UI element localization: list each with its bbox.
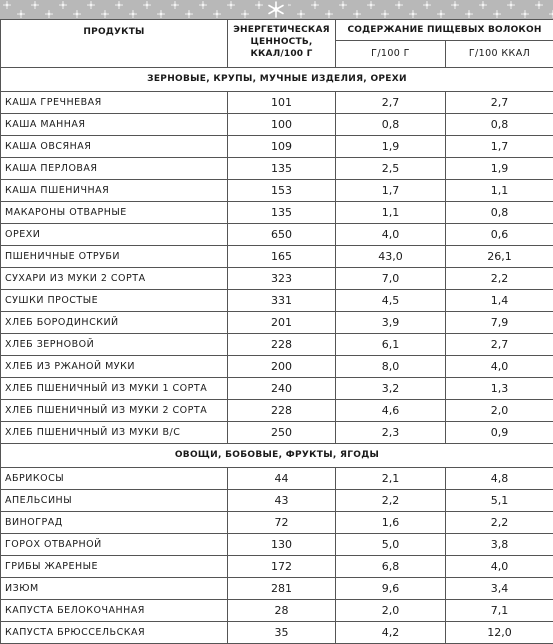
energy-value-cell: 72: [228, 512, 336, 534]
header-fiber-per-100kcal: Г/100 ККАЛ: [446, 41, 553, 68]
table-row: [1, 224, 553, 246]
fiber-per-100g-cell: 2,2: [336, 490, 446, 512]
snowflake-icon: [264, 0, 288, 19]
section-title: ОВОЩИ, БОБОВЫЕ, ФРУКТЫ, ЯГОДЫ: [1, 444, 553, 468]
fiber-per-100kcal-cell: 2,2: [446, 512, 553, 534]
product-name-cell: КАША ПШЕНИЧНАЯ: [1, 180, 228, 202]
fiber-per-100g-cell: 2,0: [336, 600, 446, 622]
energy-value-cell: 130: [228, 534, 336, 556]
product-name-cell: ХЛЕБ ПШЕНИЧНЫЙ ИЗ МУКИ В/С: [1, 422, 228, 444]
product-name-cell: СУХАРИ ИЗ МУКИ 2 СОРТА: [1, 268, 228, 290]
fiber-per-100g-cell: 8,0: [336, 356, 446, 378]
product-name-cell: КАПУСТА БРЮССЕЛЬСКАЯ: [1, 622, 228, 644]
section-header-row: [1, 444, 553, 468]
section-title: ЗЕРНОВЫЕ, КРУПЫ, МУЧНЫЕ ИЗДЕЛИЯ, ОРЕХИ: [1, 68, 553, 92]
energy-value-cell: 172: [228, 556, 336, 578]
fiber-per-100g-cell: 2,3: [336, 422, 446, 444]
table-row: [1, 422, 553, 444]
fiber-per-100kcal-cell: 2,0: [446, 400, 553, 422]
product-name-cell: ВИНОГРАД: [1, 512, 228, 534]
product-name-cell: МАКАРОНЫ ОТВАРНЫЕ: [1, 202, 228, 224]
header-energy: ЭНЕРГЕТИЧЕСКАЯ ЦЕННОСТЬ, ККАЛ/100 Г: [228, 20, 336, 68]
table-row: [1, 468, 553, 490]
table-row: [1, 622, 553, 644]
fiber-per-100g-cell: 7,0: [336, 268, 446, 290]
fiber-per-100kcal-cell: 1,9: [446, 158, 553, 180]
table-row: [1, 334, 553, 356]
table-row: [1, 578, 553, 600]
fiber-per-100kcal-cell: 1,3: [446, 378, 553, 400]
table-row: [1, 534, 553, 556]
product-name-cell: ХЛЕБ БОРОДИНСКИЙ: [1, 312, 228, 334]
fiber-per-100g-cell: 2,1: [336, 468, 446, 490]
fiber-per-100g-cell: 4,0: [336, 224, 446, 246]
energy-value-cell: 228: [228, 400, 336, 422]
energy-value-cell: 153: [228, 180, 336, 202]
energy-value-cell: 228: [228, 334, 336, 356]
energy-value-cell: 240: [228, 378, 336, 400]
fiber-per-100g-cell: 4,6: [336, 400, 446, 422]
energy-value-cell: 250: [228, 422, 336, 444]
fiber-per-100kcal-cell: 2,7: [446, 334, 553, 356]
table-row: [1, 490, 553, 512]
table-body: [1, 68, 553, 644]
energy-value-cell: 281: [228, 578, 336, 600]
fiber-per-100kcal-cell: 2,7: [446, 92, 553, 114]
table-row: [1, 312, 553, 334]
fiber-per-100g-cell: 3,9: [336, 312, 446, 334]
product-name-cell: КАША ПЕРЛОВАЯ: [1, 158, 228, 180]
table-row: [1, 556, 553, 578]
energy-value-cell: 28: [228, 600, 336, 622]
fiber-per-100kcal-cell: 0,6: [446, 224, 553, 246]
fiber-per-100kcal-cell: 4,0: [446, 356, 553, 378]
fiber-per-100g-cell: 2,5: [336, 158, 446, 180]
product-name-cell: ГОРОХ ОТВАРНОЙ: [1, 534, 228, 556]
product-name-cell: ИЗЮМ: [1, 578, 228, 600]
fiber-per-100kcal-cell: 5,1: [446, 490, 553, 512]
product-name-cell: ОРЕХИ: [1, 224, 228, 246]
product-name-cell: СУШКИ ПРОСТЫЕ: [1, 290, 228, 312]
product-name-cell: ХЛЕБ ЗЕРНОВОЙ: [1, 334, 228, 356]
table-row: [1, 512, 553, 534]
fiber-per-100g-cell: 1,1: [336, 202, 446, 224]
header-fiber: СОДЕРЖАНИЕ ПИЩЕВЫХ ВОЛОКОН: [336, 20, 553, 41]
fiber-per-100g-cell: 4,5: [336, 290, 446, 312]
energy-value-cell: 200: [228, 356, 336, 378]
product-name-cell: ХЛЕБ ПШЕНИЧНЫЙ ИЗ МУКИ 2 СОРТА: [1, 400, 228, 422]
fiber-per-100g-cell: 6,8: [336, 556, 446, 578]
energy-value-cell: 44: [228, 468, 336, 490]
fiber-per-100kcal-cell: 7,1: [446, 600, 553, 622]
energy-value-cell: 165: [228, 246, 336, 268]
fiber-per-100kcal-cell: 1,7: [446, 136, 553, 158]
energy-value-cell: 101: [228, 92, 336, 114]
energy-value-cell: 135: [228, 158, 336, 180]
fiber-per-100kcal-cell: 12,0: [446, 622, 553, 644]
product-name-cell: КАША ГРЕЧНЕВАЯ: [1, 92, 228, 114]
table-row: [1, 246, 553, 268]
table-row: [1, 400, 553, 422]
decorative-banner: [0, 0, 553, 19]
fiber-per-100kcal-cell: 7,9: [446, 312, 553, 334]
fiber-per-100g-cell: 1,7: [336, 180, 446, 202]
fiber-per-100g-cell: 2,7: [336, 92, 446, 114]
fiber-per-100g-cell: 4,2: [336, 622, 446, 644]
product-name-cell: КАША МАННАЯ: [1, 114, 228, 136]
energy-value-cell: 650: [228, 224, 336, 246]
energy-value-cell: 135: [228, 202, 336, 224]
header-fiber-per-100g: Г/100 Г: [336, 41, 446, 68]
product-name-cell: ХЛЕБ ИЗ РЖАНОЙ МУКИ: [1, 356, 228, 378]
product-name-cell: ГРИБЫ ЖАРЕНЫЕ: [1, 556, 228, 578]
fiber-per-100kcal-cell: 3,4: [446, 578, 553, 600]
fiber-per-100g-cell: 9,6: [336, 578, 446, 600]
fiber-per-100kcal-cell: 4,0: [446, 556, 553, 578]
fiber-per-100g-cell: 5,0: [336, 534, 446, 556]
fiber-per-100kcal-cell: 26,1: [446, 246, 553, 268]
fiber-per-100g-cell: 1,9: [336, 136, 446, 158]
energy-value-cell: 35: [228, 622, 336, 644]
section-header-row: [1, 68, 553, 92]
product-name-cell: КАША ОВСЯНАЯ: [1, 136, 228, 158]
fiber-per-100kcal-cell: 1,4: [446, 290, 553, 312]
product-name-cell: ХЛЕБ ПШЕНИЧНЫЙ ИЗ МУКИ 1 СОРТА: [1, 378, 228, 400]
fiber-per-100kcal-cell: 0,8: [446, 114, 553, 136]
product-name-cell: КАПУСТА БЕЛОКОЧАННАЯ: [1, 600, 228, 622]
energy-value-cell: 201: [228, 312, 336, 334]
table-row: [1, 356, 553, 378]
fiber-per-100g-cell: 1,6: [336, 512, 446, 534]
fiber-per-100kcal-cell: 0,9: [446, 422, 553, 444]
fiber-per-100kcal-cell: 0,8: [446, 202, 553, 224]
fiber-per-100g-cell: 43,0: [336, 246, 446, 268]
product-name-cell: АПЕЛЬСИНЫ: [1, 490, 228, 512]
fiber-per-100g-cell: 3,2: [336, 378, 446, 400]
fiber-per-100kcal-cell: 2,2: [446, 268, 553, 290]
fiber-per-100g-cell: 0,8: [336, 114, 446, 136]
header-products: ПРОДУКТЫ: [1, 20, 228, 68]
fiber-per-100kcal-cell: 1,1: [446, 180, 553, 202]
table-row: [1, 290, 553, 312]
fiber-per-100kcal-cell: 3,8: [446, 534, 553, 556]
energy-value-cell: 323: [228, 268, 336, 290]
fiber-per-100g-cell: 6,1: [336, 334, 446, 356]
table-row: [1, 268, 553, 290]
product-name-cell: АБРИКОСЫ: [1, 468, 228, 490]
table-row: [1, 92, 553, 114]
energy-value-cell: 100: [228, 114, 336, 136]
energy-value-cell: 109: [228, 136, 336, 158]
fiber-content-table: [0, 19, 553, 644]
product-name-cell: ПШЕНИЧНЫЕ ОТРУБИ: [1, 246, 228, 268]
energy-value-cell: 331: [228, 290, 336, 312]
energy-value-cell: 43: [228, 490, 336, 512]
table-row: [1, 600, 553, 622]
table-row: [1, 158, 553, 180]
fiber-per-100kcal-cell: 4,8: [446, 468, 553, 490]
table-row: [1, 114, 553, 136]
table-row: [1, 136, 553, 158]
table-row: [1, 202, 553, 224]
table-row: [1, 378, 553, 400]
table-row: [1, 180, 553, 202]
